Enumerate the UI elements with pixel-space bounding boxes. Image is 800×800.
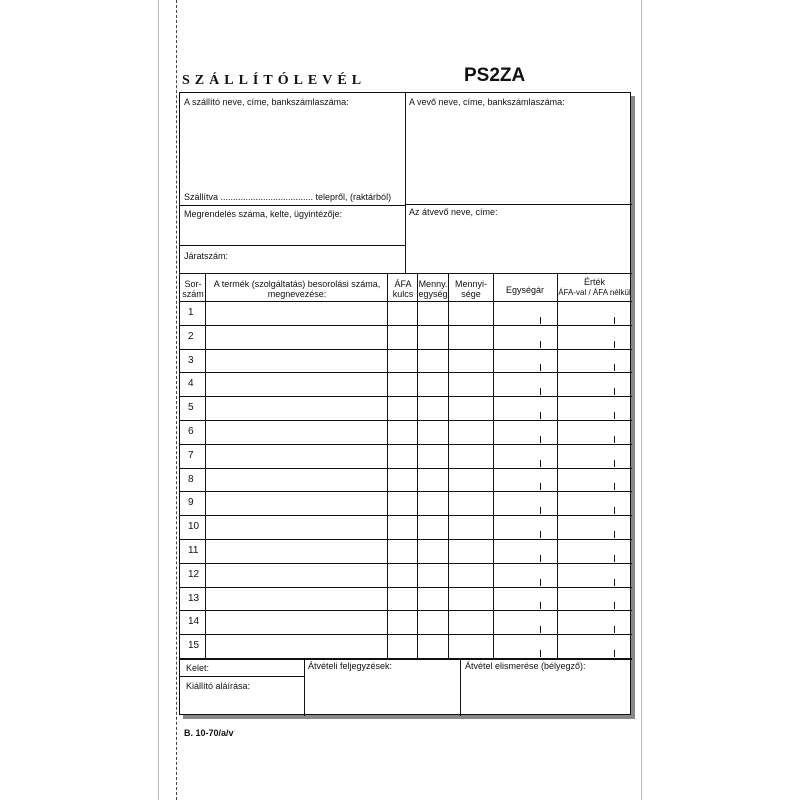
date-label: Kelet:: [186, 663, 210, 673]
decimal-tick: [540, 364, 541, 371]
decimal-tick: [614, 460, 615, 467]
decimal-tick: [614, 436, 615, 443]
document-title: SZÁLLÍTÓLEVÉL: [182, 73, 367, 88]
table-row-line: [180, 420, 632, 421]
decimal-tick: [614, 531, 615, 538]
table-row-line: [180, 325, 632, 326]
decimal-tick: [614, 341, 615, 348]
table-row-line: [180, 587, 632, 588]
table-row-line: [180, 563, 632, 564]
row-number: 2: [188, 330, 194, 342]
table-row-line: [180, 444, 632, 445]
table-row-line: [180, 349, 632, 350]
decimal-tick: [614, 364, 615, 371]
perforation-line: [176, 0, 177, 800]
receipt-notes-label: Átvételi feljegyzések:: [308, 661, 393, 671]
delivery-note-form: [179, 92, 631, 715]
decimal-tick: [540, 341, 541, 348]
table-top-line: [180, 273, 632, 274]
header-divider: [405, 93, 406, 274]
decimal-tick: [540, 436, 541, 443]
row-number: 7: [188, 449, 194, 461]
row-number: 4: [188, 378, 194, 390]
decimal-tick: [614, 650, 615, 657]
supplier-label: A szállító neve, címe, bankszámlaszáma:: [184, 97, 349, 107]
receipt-ack-label: Átvétel elismerése (bélyegző):: [465, 661, 586, 671]
decimal-tick: [614, 555, 615, 562]
col-vat-key-header: ÁFA kulcs: [392, 279, 414, 299]
decimal-tick: [540, 626, 541, 633]
col-unit-header: Menny. egység: [418, 279, 448, 299]
buyer-label: A vevő neve, címe, bankszámlaszáma:: [409, 97, 565, 107]
date-bottom-line: [180, 676, 305, 677]
col-value-header: Érték: [583, 277, 605, 287]
issuer-signature-label: Kiállító aláírása:: [186, 681, 251, 691]
table-row-line: [180, 372, 632, 373]
row-number: 6: [188, 426, 194, 437]
table-row-line: [180, 610, 632, 611]
row-number: 11: [188, 545, 199, 556]
decimal-tick: [540, 317, 541, 324]
decimal-tick: [614, 483, 615, 490]
decimal-tick: [540, 579, 541, 586]
row-number: 13: [188, 592, 200, 604]
decimal-tick: [540, 483, 541, 490]
decimal-tick: [540, 388, 541, 395]
decimal-tick: [614, 317, 615, 324]
decimal-tick: [614, 388, 615, 395]
col-value-subheader: ÁFA-val / ÁFA nélkül: [558, 288, 631, 297]
row-number: 5: [188, 402, 194, 414]
decimal-tick: [540, 531, 541, 538]
decimal-tick: [540, 507, 541, 514]
form-code: B. 10-70/a/v: [184, 728, 234, 738]
table-col-line: [387, 273, 388, 658]
table-row-line: [180, 396, 632, 397]
footer-divider-1: [304, 659, 305, 716]
decimal-tick: [614, 412, 615, 419]
table-row-line: [180, 539, 632, 540]
table-col-line: [417, 273, 418, 658]
decimal-tick: [614, 507, 615, 514]
decimal-tick: [540, 412, 541, 419]
row-number: 3: [188, 354, 194, 366]
decimal-tick: [614, 626, 615, 633]
decimal-tick: [614, 579, 615, 586]
row-number: 8: [188, 473, 194, 485]
row-number: 9: [188, 497, 194, 509]
route-label: Járatszám:: [184, 251, 229, 261]
row-number: 1: [188, 307, 194, 318]
supplier-bottom-line: [180, 205, 406, 206]
decimal-tick: [540, 650, 541, 657]
row-number: 15: [188, 640, 200, 652]
footer-divider-2: [460, 659, 461, 716]
decimal-tick: [614, 602, 615, 609]
table-col-line: [448, 273, 449, 658]
table-row-line: [180, 634, 632, 635]
col-unit-price-header: Egységár: [505, 285, 545, 295]
footer-top-line: [180, 659, 632, 660]
table-col-line: [557, 273, 558, 658]
table-row-line: [180, 468, 632, 469]
buyer-bottom-line: [406, 204, 632, 205]
decimal-tick: [540, 602, 541, 609]
table-row-line: [180, 301, 632, 302]
table-row-line: [180, 515, 632, 516]
decimal-tick: [540, 460, 541, 467]
order-bottom-line: [180, 245, 406, 246]
table-row-line: [180, 491, 632, 492]
receiver-label: Az átvevő neve, címe:: [409, 207, 498, 217]
row-number: 12: [188, 568, 200, 580]
order-label: Megrendelés száma, kelte, ügyintézője:: [184, 209, 343, 219]
row-number: 14: [188, 616, 200, 628]
row-number: 10: [188, 521, 200, 533]
shipped-label: Szállítva ..................................... telepről, (raktárból): [184, 192, 392, 202]
col-product-header: A termék (szolgáltatás) besorolási száma, megnevezése:: [213, 279, 381, 299]
document-code: PS2ZA: [464, 65, 526, 86]
col-quantity-header: Mennyi- sége: [454, 279, 487, 299]
decimal-tick: [540, 555, 541, 562]
col-serial-header: Sor- szám: [182, 279, 204, 299]
table-col-line: [205, 273, 206, 658]
table-col-line: [493, 273, 494, 658]
